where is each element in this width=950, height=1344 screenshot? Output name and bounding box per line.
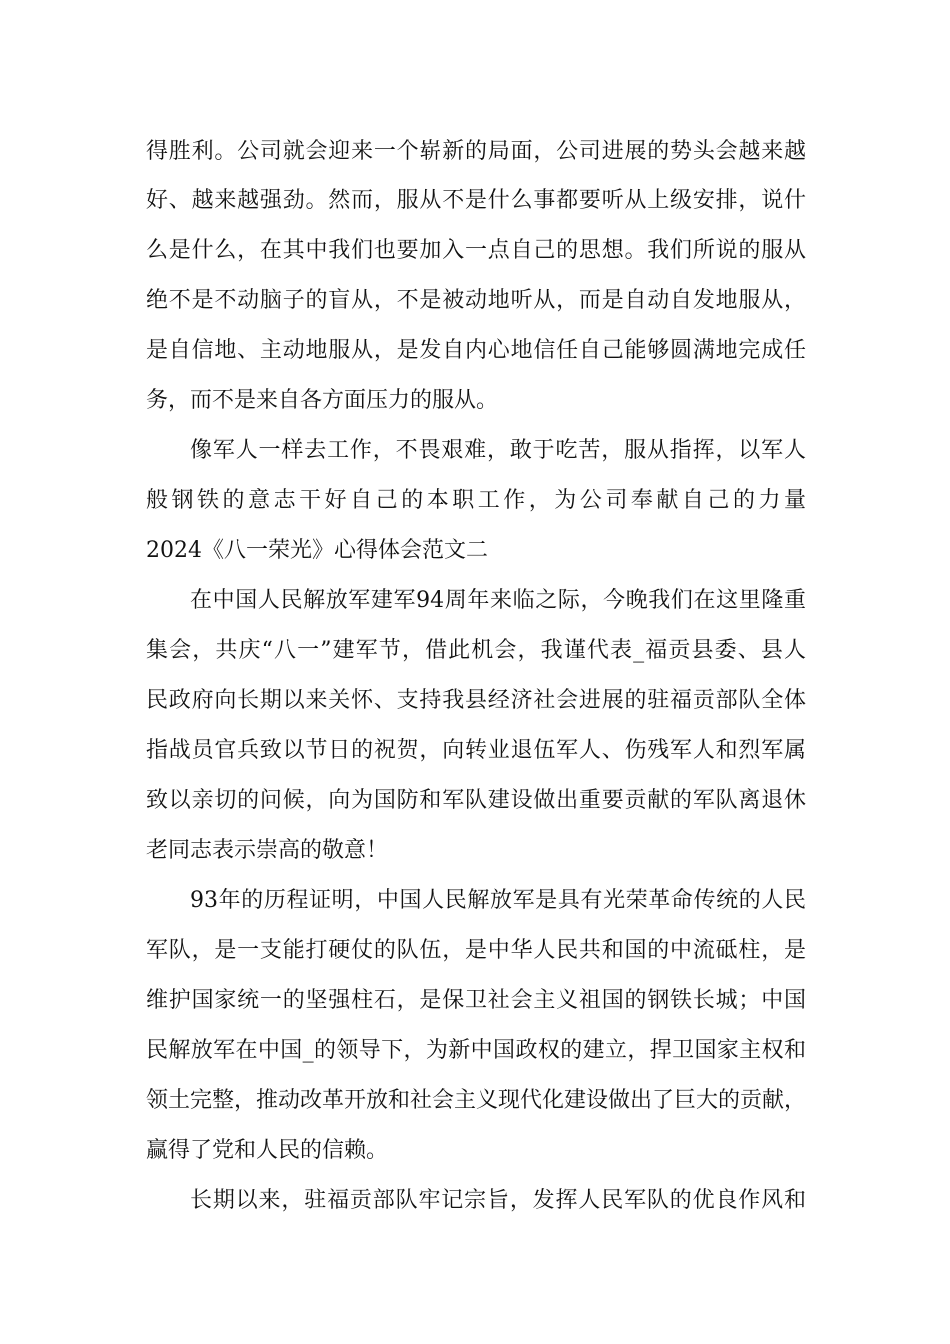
paragraph-line: 在中国人民解放军建军94周年来临之际，今晚我们在这里隆重 (190, 588, 806, 613)
paragraph-line: 民解放军在中国_的领导下，为新中国政权的建立，捍卫国家主权和 (146, 1038, 806, 1063)
paragraph-line: 像军人一样去工作，不畏艰难，敢于吃苦，服从指挥，以军人 (190, 438, 806, 463)
paragraph-line: 务，而不是来自各方面压力的服从。 (146, 388, 499, 413)
paragraph-line: 得胜利。公司就会迎来一个崭新的局面，公司进展的势头会越来越 (146, 139, 806, 164)
section-heading: 2024《八一荣光》心得体会范文二 (146, 538, 488, 563)
paragraph-line: 军队，是一支能打硬仗的队伍，是中华人民共和国的中流砥柱，是 (146, 938, 806, 963)
paragraph-line: 是自信地、主动地服从，是发自内心地信任自己能够圆满地完成任 (146, 338, 806, 363)
paragraph-line: 民政府向长期以来关怀、支持我县经济社会进展的驻福贡部队全体 (146, 688, 806, 713)
paragraph-line: 93年的历程证明，中国人民解放军是具有光荣革命传统的人民 (190, 888, 806, 913)
paragraph-line: 赢得了党和人民的信赖。 (146, 1138, 389, 1163)
paragraph-line: 老同志表示崇高的敬意！ (146, 838, 389, 863)
paragraph-line: 好、越来越强劲。然而，服从不是什么事都要听从上级安排，说什 (146, 188, 806, 213)
paragraph-line: 集会，共庆“八一”建军节，借此机会，我谨代表_福贡县委、县人 (146, 638, 806, 663)
paragraph-line: 长期以来，驻福贡部队牢记宗旨，发挥人民军队的优良作风和 (190, 1188, 806, 1213)
paragraph-line: 般钢铁的意志干好自己的本职工作，为公司奉献自己的力量 (146, 488, 806, 513)
paragraph-line: 维护国家统一的坚强柱石，是保卫社会主义祖国的钢铁长城；中国 (146, 988, 806, 1013)
paragraph-line: 致以亲切的问候，向为国防和军队建设做出重要贡献的军队离退休 (146, 788, 806, 813)
paragraph-line: 指战员官兵致以节日的祝贺，向转业退伍军人、伤残军人和烈军属 (146, 738, 806, 763)
paragraph-line: 绝不是不动脑子的盲从，不是被动地听从，而是自动自发地服从， (146, 288, 806, 313)
paragraph-line: 领土完整，推动改革开放和社会主义现代化建设做出了巨大的贡献， (146, 1088, 807, 1113)
paragraph-line: 么是什么，在其中我们也要加入一点自己的思想。我们所说的服从 (146, 238, 806, 263)
